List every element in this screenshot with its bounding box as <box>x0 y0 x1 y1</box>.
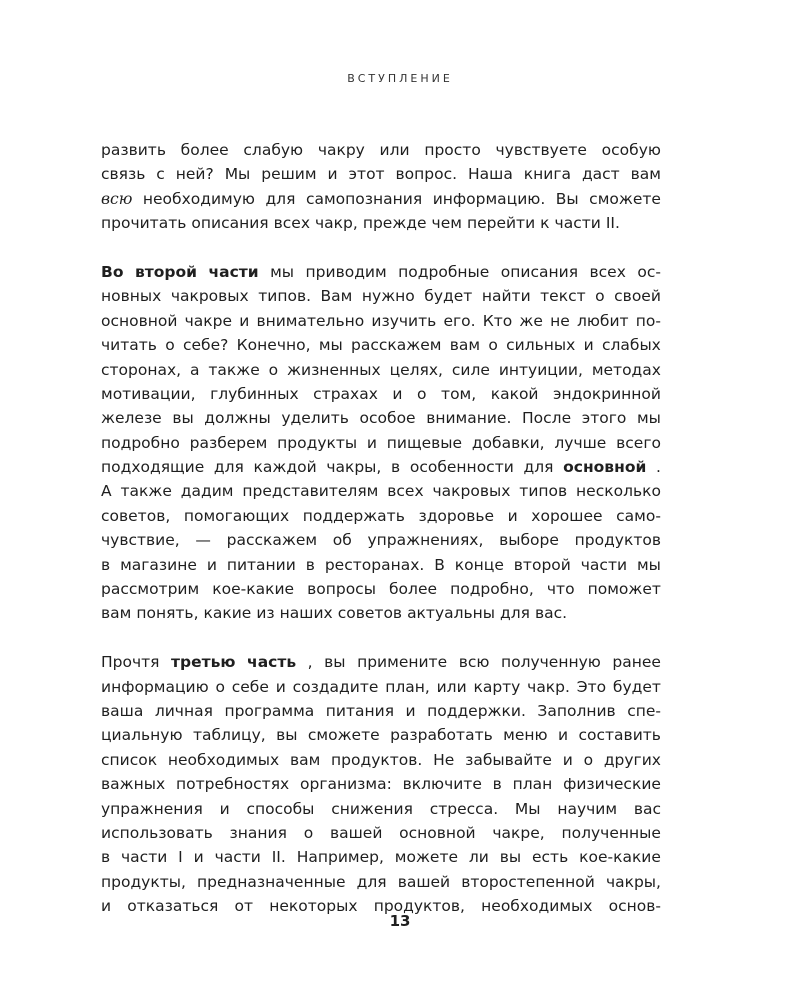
word: глубинных <box>210 384 299 403</box>
word: и <box>366 433 377 452</box>
word: программа <box>224 701 315 720</box>
word: и <box>206 555 217 574</box>
word: здоровье <box>418 506 495 525</box>
word: — <box>195 531 211 550</box>
running-head: ВСТУПЛЕНИЕ <box>347 72 453 85</box>
word: к <box>540 214 550 233</box>
word: ли <box>468 848 489 867</box>
word: вопрос. <box>395 165 458 184</box>
word: о <box>583 750 594 769</box>
word: и <box>392 384 403 403</box>
word: упражнениях, <box>367 531 484 550</box>
word: любит <box>576 311 629 330</box>
word: важных <box>101 775 166 794</box>
word: части <box>121 848 168 867</box>
word: целях, <box>389 360 443 379</box>
word: об <box>332 531 352 550</box>
word: вас. <box>535 604 568 623</box>
word: отказаться <box>127 897 219 916</box>
text-line <box>101 284 661 308</box>
word: циальную <box>101 726 183 745</box>
word: этого <box>581 409 627 428</box>
word: о <box>165 336 175 355</box>
text-line <box>101 577 661 601</box>
word: железе <box>101 409 162 428</box>
word: новных <box>101 287 162 306</box>
text-line <box>101 797 661 821</box>
paragraph-gap <box>101 236 661 260</box>
word: вы <box>276 726 298 745</box>
word: том, <box>441 384 477 403</box>
word: внимательно <box>256 311 365 330</box>
word: добавки, <box>471 433 545 452</box>
word: подходящие <box>101 458 205 477</box>
word: всех <box>387 482 424 501</box>
word: типов <box>519 482 568 501</box>
word: и <box>327 165 338 184</box>
word: Прочтя <box>101 653 160 672</box>
word: более <box>389 580 438 599</box>
word: части <box>214 848 261 867</box>
text-line <box>101 431 661 455</box>
word: силе <box>451 360 490 379</box>
word: уделить <box>281 409 349 428</box>
word: чакры, <box>605 872 661 891</box>
word: Кто <box>482 311 513 330</box>
text-line <box>101 748 661 772</box>
word: можете <box>394 848 459 867</box>
word: необходимую <box>142 189 255 208</box>
word: нужно <box>361 287 415 306</box>
word: . <box>656 458 661 477</box>
word: прежде <box>362 214 427 233</box>
text-line <box>101 723 661 747</box>
word: II. <box>605 214 620 233</box>
word: подробно <box>101 433 180 452</box>
word: типов. <box>258 287 312 306</box>
word: ней? <box>175 165 214 184</box>
bold-word: основной <box>563 458 647 477</box>
word: читать <box>101 336 157 355</box>
word: список <box>101 750 158 769</box>
word: для <box>523 458 554 477</box>
paragraph <box>101 260 661 626</box>
word: кое-какие <box>579 848 661 867</box>
word: чакре <box>184 311 233 330</box>
word: информацию. <box>432 189 546 208</box>
word: способы <box>246 799 315 818</box>
word: необходимых <box>167 750 280 769</box>
word: вы <box>324 653 346 672</box>
word: всего <box>616 433 661 452</box>
word: Например, <box>296 848 384 867</box>
text-line <box>101 870 661 894</box>
word: вы <box>499 848 522 867</box>
word: будет <box>424 287 473 306</box>
text-line <box>101 821 661 845</box>
word: не <box>550 311 570 330</box>
bold-word: Во <box>101 262 124 281</box>
text-line <box>101 675 661 699</box>
word: в <box>101 555 111 574</box>
word: некоторых <box>269 897 358 916</box>
word: выборе <box>499 531 559 550</box>
word: и <box>275 677 286 696</box>
word: мы <box>636 555 661 574</box>
word: методах <box>591 360 661 379</box>
word: снижения <box>331 799 413 818</box>
word: и <box>239 311 250 330</box>
word: конце <box>454 555 504 574</box>
bold-word: часть <box>247 653 297 672</box>
paragraph <box>101 650 661 918</box>
word: необходимых <box>481 897 593 916</box>
word: представителям <box>242 482 379 501</box>
word: в <box>391 458 401 477</box>
word: понять, <box>136 604 199 623</box>
word: или <box>436 677 467 696</box>
text-line <box>101 211 661 235</box>
word: о <box>268 360 279 379</box>
text-line <box>101 528 661 552</box>
text-line <box>101 845 661 869</box>
word: второй <box>513 555 571 574</box>
word: вам <box>101 604 132 623</box>
word: основной <box>101 311 178 330</box>
word: советов <box>337 604 403 623</box>
paragraph-gap <box>101 626 661 650</box>
text-line <box>101 382 661 406</box>
word: и <box>583 336 594 355</box>
text-line <box>101 479 661 503</box>
text-line <box>101 772 661 796</box>
word: или <box>379 141 410 159</box>
word: вам <box>630 165 661 184</box>
word: стресса. <box>429 799 499 818</box>
word: описания <box>191 214 269 233</box>
word: перейти <box>466 214 536 233</box>
word: о <box>417 384 427 403</box>
word: всю <box>458 653 490 672</box>
word: части <box>554 214 601 233</box>
word: лучше <box>554 433 607 452</box>
word: чакры, <box>326 458 382 477</box>
word: интуиции, <box>498 360 583 379</box>
word: потребностях <box>175 775 290 794</box>
word: личная <box>154 701 213 720</box>
word: наших <box>279 604 333 623</box>
word: также <box>120 482 172 501</box>
word: каждой <box>253 458 317 477</box>
word: научим <box>557 799 618 818</box>
word: подробные <box>398 262 490 281</box>
word: чакре, <box>492 823 545 842</box>
word: внимание. <box>426 409 512 428</box>
word: для <box>213 458 244 477</box>
word: В <box>434 555 445 574</box>
text-line <box>101 699 661 723</box>
word: и <box>558 726 569 745</box>
word: несколько <box>576 482 661 501</box>
text-line <box>101 553 661 577</box>
word: пищевые <box>386 433 463 452</box>
word: от <box>234 897 254 916</box>
word: по- <box>635 311 661 330</box>
word: особую <box>601 141 661 159</box>
word: о <box>303 823 314 842</box>
word: знания <box>229 823 287 842</box>
word: план <box>512 775 553 794</box>
word: чакр. <box>527 677 570 696</box>
word: также <box>208 360 260 379</box>
word: I <box>178 848 183 867</box>
word: создадите <box>292 677 379 696</box>
word: какие <box>203 604 252 623</box>
word: продукты, <box>101 872 186 891</box>
word: просто <box>424 141 481 159</box>
word: Мы <box>514 799 541 818</box>
text-line <box>101 260 661 284</box>
word: упражнения <box>101 799 203 818</box>
word: найти <box>481 287 531 306</box>
word: рассмотрим <box>101 580 200 599</box>
word: Наша <box>468 165 513 184</box>
word: подробно, <box>450 580 534 599</box>
word: о <box>488 336 498 355</box>
word: чакровых <box>170 287 249 306</box>
word: себе? <box>182 336 229 355</box>
word: страхах <box>313 384 378 403</box>
word: основной <box>399 823 476 842</box>
word: приводим <box>305 262 387 281</box>
word: использовать <box>101 823 213 842</box>
word: забывайте <box>465 750 552 769</box>
word: дадим <box>180 482 234 501</box>
word: хорошее <box>531 506 603 525</box>
word: составить <box>578 726 661 745</box>
word: в <box>305 555 315 574</box>
page-body <box>101 138 661 919</box>
word: поддержки. <box>427 701 526 720</box>
word: разберем <box>189 433 268 452</box>
word: разработать <box>390 726 493 745</box>
word: части <box>580 555 628 574</box>
text-line <box>101 333 661 357</box>
word: для <box>356 872 387 891</box>
word: и <box>101 897 112 916</box>
word: слабую <box>243 141 304 159</box>
word: будет <box>612 677 661 696</box>
word: предназначенные <box>197 872 346 891</box>
word: что <box>546 580 575 599</box>
word: описания <box>500 262 579 281</box>
word: Вам <box>320 287 353 306</box>
word: мы <box>636 409 661 428</box>
word: жизненных <box>287 360 381 379</box>
word: и <box>562 750 573 769</box>
word: книга <box>523 165 571 184</box>
word: его. <box>443 311 476 330</box>
text-line <box>101 406 661 430</box>
word: в <box>101 848 111 867</box>
word: вы <box>172 409 194 428</box>
word: продуктов <box>574 531 661 550</box>
word: помогающих <box>183 506 290 525</box>
text-line <box>101 650 661 674</box>
word: чакровых <box>432 482 511 501</box>
word: из <box>256 604 275 623</box>
word: сторонах, <box>101 360 182 379</box>
word: же <box>519 311 543 330</box>
word: Конечно, <box>236 336 311 355</box>
word: себе <box>231 677 269 696</box>
bold-word: второй <box>134 262 197 281</box>
text-line <box>101 455 661 479</box>
word: связь <box>101 165 146 184</box>
word: включите <box>402 775 482 794</box>
word: сможете <box>307 726 380 745</box>
text-line <box>101 187 661 211</box>
text-line <box>101 138 661 162</box>
word: текст <box>540 287 586 306</box>
word: а <box>189 360 200 379</box>
word: Это <box>576 677 607 696</box>
word: питания <box>325 701 395 720</box>
word: продуктов, <box>373 897 465 916</box>
word: спе- <box>627 701 661 720</box>
word: ранее <box>612 653 661 672</box>
word: само- <box>616 506 661 525</box>
word: вашей <box>397 872 451 891</box>
word: более <box>180 141 229 159</box>
word: кое-какие <box>212 580 295 599</box>
word: полученную <box>500 653 601 672</box>
word: советов, <box>101 506 171 525</box>
word: информацию <box>101 677 209 696</box>
word: мы <box>270 262 295 281</box>
page-number: 13 <box>389 912 411 930</box>
word: расскажем <box>351 336 442 355</box>
word: актуальны <box>407 604 496 623</box>
word: продукты <box>277 433 358 452</box>
word: о <box>215 677 225 696</box>
word: чувствуете <box>495 141 587 159</box>
word: вам <box>449 336 481 355</box>
word: магазине <box>120 555 197 574</box>
word: даст <box>581 165 620 184</box>
word: примените <box>357 653 448 672</box>
word: таблицу, <box>192 726 266 745</box>
word: полученные <box>561 823 661 842</box>
word: развить <box>101 141 166 159</box>
word: продуктов. <box>331 750 423 769</box>
word: других <box>603 750 661 769</box>
word: и <box>219 799 230 818</box>
word: для <box>265 189 296 208</box>
bold-word: третью <box>171 653 236 672</box>
word: прочитать <box>101 214 187 233</box>
word: и <box>405 701 416 720</box>
word: какой <box>490 384 539 403</box>
word: Не <box>433 750 455 769</box>
word: После <box>522 409 572 428</box>
bold-word: части <box>208 262 259 281</box>
text-line <box>101 309 661 333</box>
word: вопросы <box>307 580 376 599</box>
word: меню <box>503 726 548 745</box>
word: особое <box>359 409 416 428</box>
word: в <box>492 775 502 794</box>
word: вашей <box>329 823 383 842</box>
word: Мы <box>224 165 251 184</box>
word: , <box>307 653 313 672</box>
word: сильных <box>506 336 576 355</box>
text-line <box>101 601 661 625</box>
word: второстепенной <box>461 872 595 891</box>
word: эндокринной <box>553 384 661 403</box>
word: ресторанах. <box>324 555 425 574</box>
word: всех <box>589 262 626 281</box>
word: ваша <box>101 701 144 720</box>
word: вас <box>633 799 661 818</box>
word: чакр, <box>315 214 358 233</box>
word: изучить <box>371 311 437 330</box>
word: поддержать <box>302 506 405 525</box>
word: и <box>507 506 518 525</box>
word: поможет <box>587 580 661 599</box>
word: физические <box>563 775 661 794</box>
word: организма: <box>300 775 392 794</box>
text-line <box>101 358 661 382</box>
word: вам <box>289 750 321 769</box>
word: своей <box>614 287 661 306</box>
word: о <box>595 287 605 306</box>
word: с <box>156 165 165 184</box>
word: чувствие, <box>101 531 180 550</box>
word: мы <box>318 336 343 355</box>
word: чем <box>431 214 462 233</box>
word: чакру <box>317 141 365 159</box>
word: для <box>500 604 530 623</box>
word: и <box>193 848 204 867</box>
word: Заполнив <box>537 701 616 720</box>
word: А <box>101 482 112 501</box>
word: этот <box>348 165 385 184</box>
word: всех <box>273 214 311 233</box>
italic-word: всю <box>101 189 133 208</box>
word: есть <box>532 848 569 867</box>
word: слабых <box>601 336 661 355</box>
word: карту <box>473 677 521 696</box>
word: расскажем <box>226 531 318 550</box>
paragraph <box>101 138 661 236</box>
word: ос- <box>637 262 661 281</box>
word: план, <box>385 677 430 696</box>
word: должны <box>204 409 271 428</box>
word: сможете <box>589 189 661 208</box>
word: особенности <box>409 458 514 477</box>
word: II. <box>271 848 286 867</box>
word: Вы <box>555 189 579 208</box>
word: решим <box>261 165 317 184</box>
text-line <box>101 162 661 186</box>
text-line <box>101 504 661 528</box>
word: питании <box>226 555 296 574</box>
word: самопознания <box>305 189 423 208</box>
word: основ- <box>608 897 661 916</box>
word: мотивации, <box>101 384 196 403</box>
